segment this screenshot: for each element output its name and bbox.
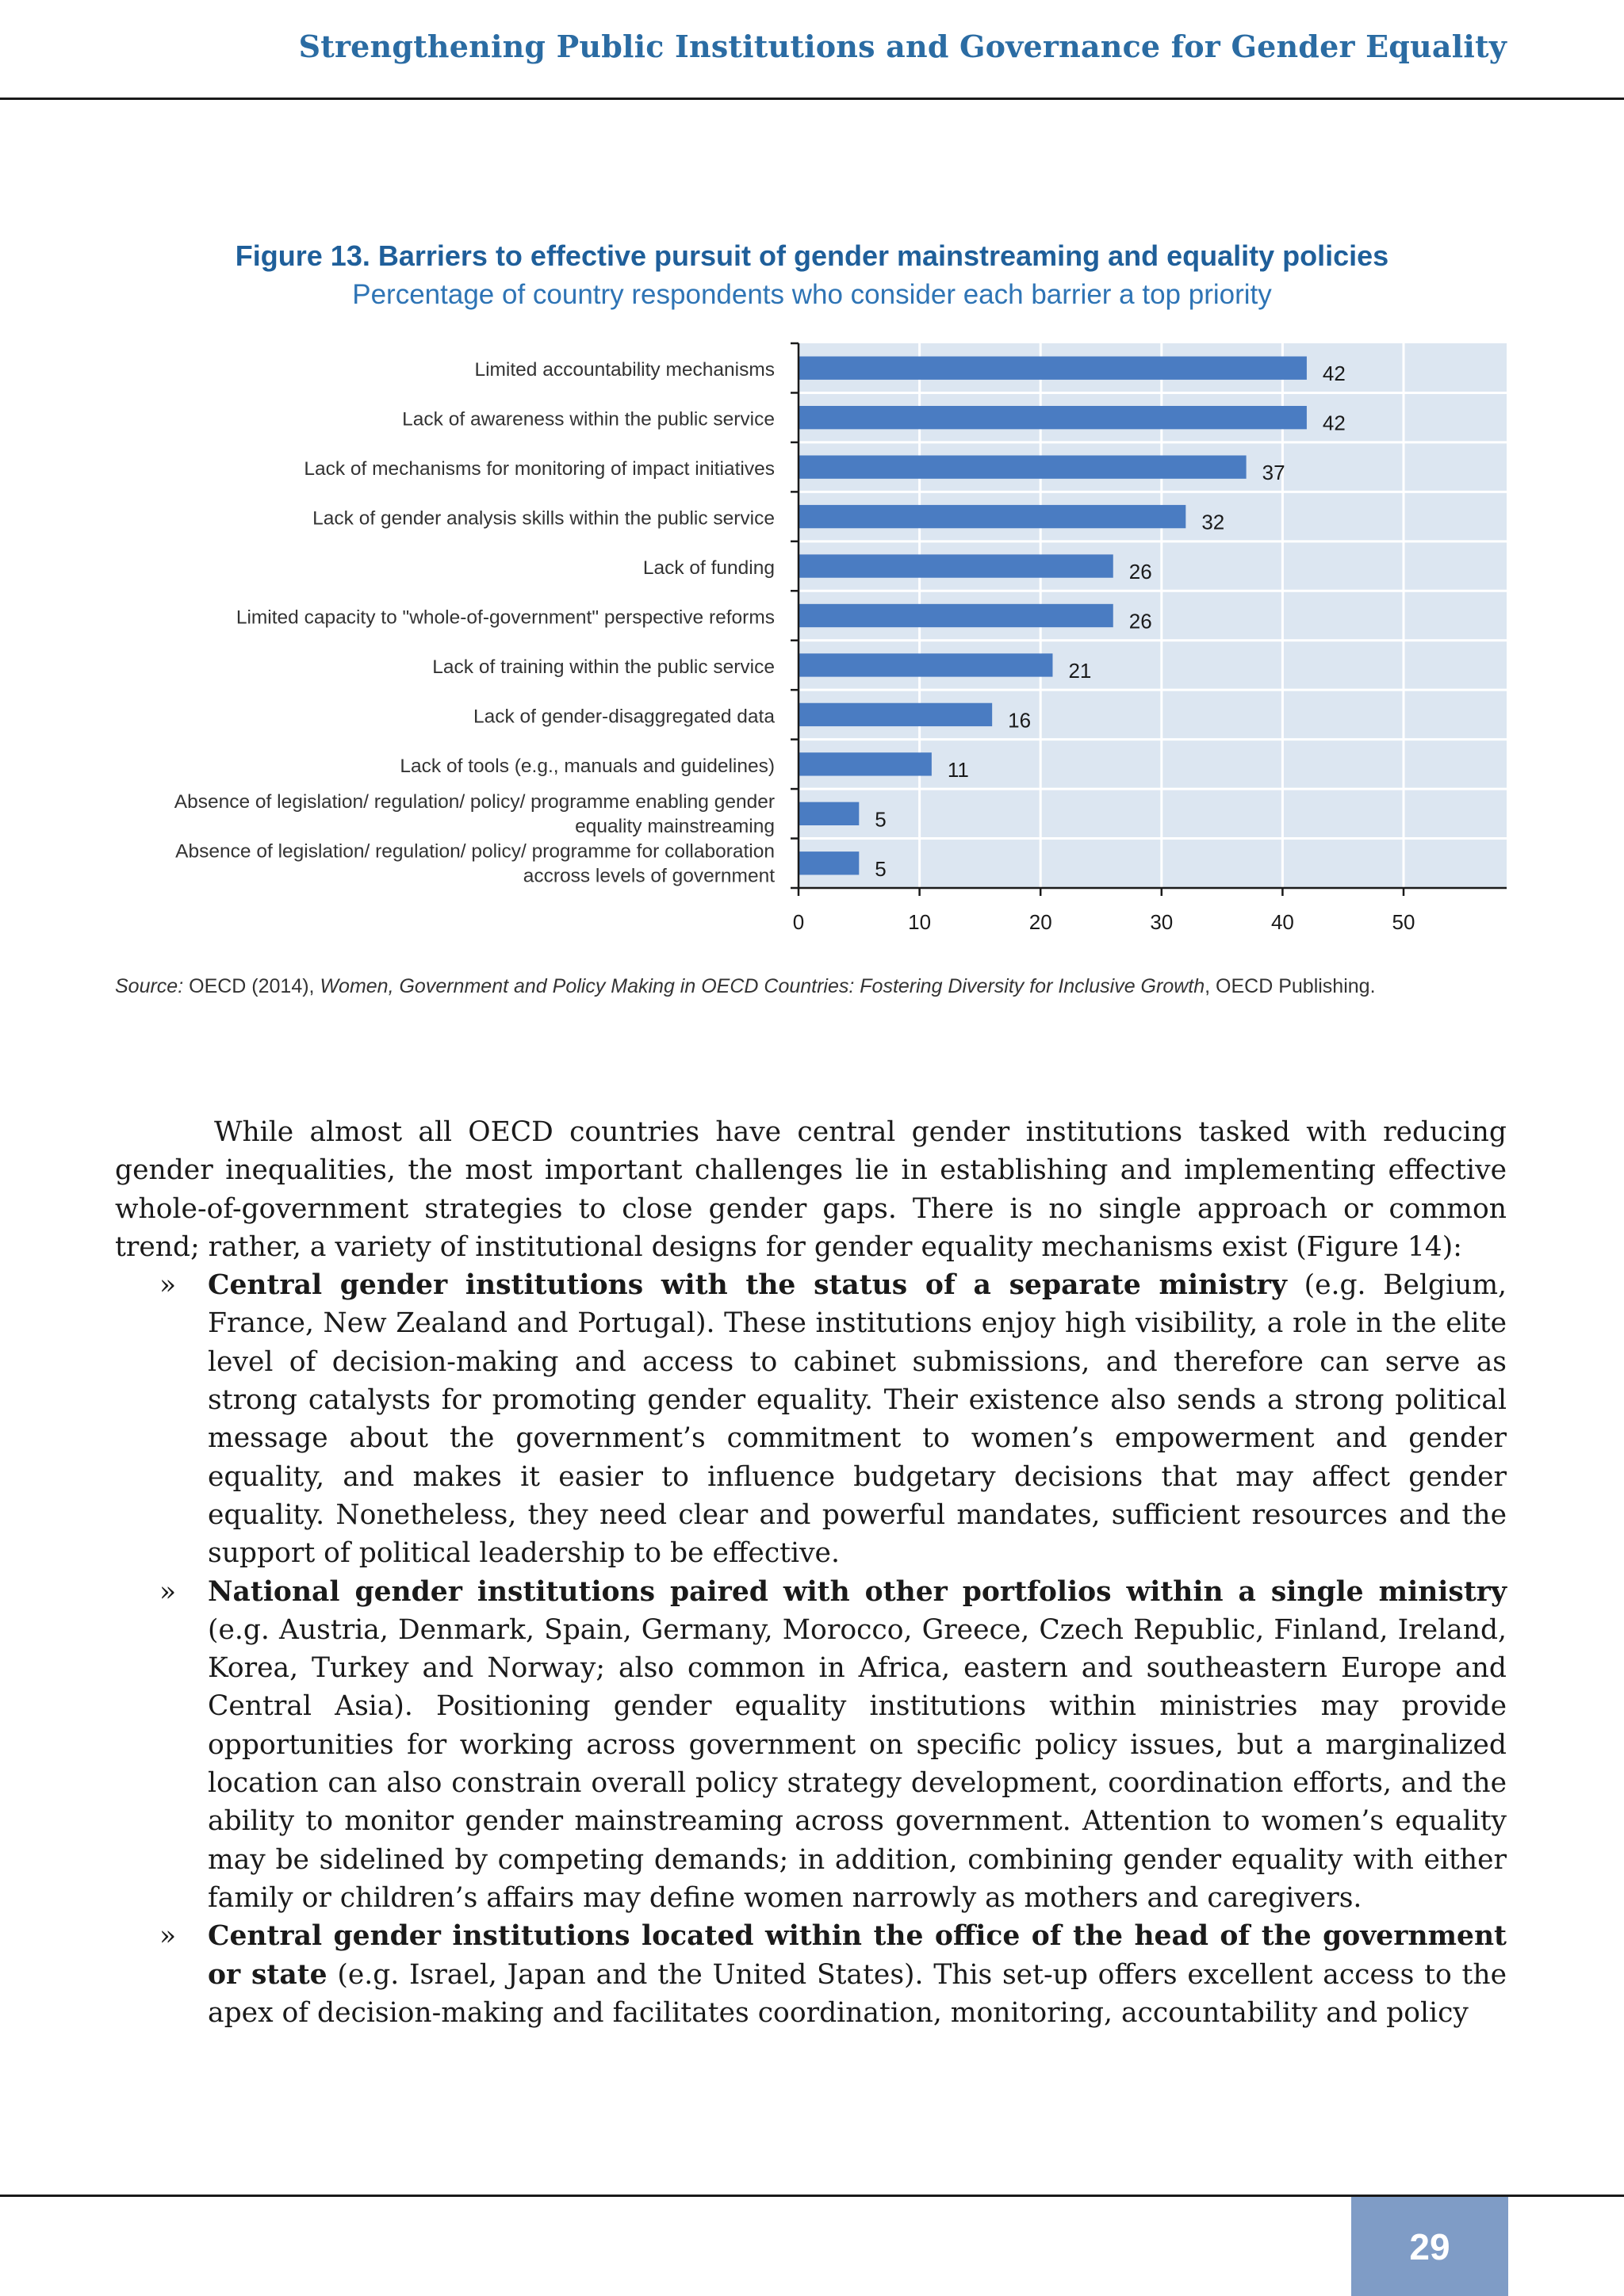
page-number: 29 (1351, 2197, 1508, 2296)
bar-value-label: 21 (1068, 658, 1092, 683)
bar-value-label: 42 (1322, 362, 1346, 386)
bar-value-label: 5 (875, 856, 887, 881)
figure-subtitle: Percentage of country respondents who consider each barrier a top priority (352, 279, 1272, 310)
bar (799, 703, 992, 726)
body-text (115, 1113, 1507, 2032)
bullet-text: (e.g. Belgium, France, New Zealand and Portugal). These institutions enjoy high visibility, a role in the elite level of decision-making and access to cabinet submissions, and therefore can serve as strong catalysts for promoting gender equality. Their existence also sends a strong political message about the government’s commitment to women’s empowerment and gender equality, and makes it easier to influence budgetary decisions that may affect gender equality. Nonetheless, they need clear and powerful mandates, sufficient resources and the support of political leadership to be effective. (208, 1269, 1507, 1570)
category-label: accross levels of government (523, 865, 775, 887)
bar (799, 653, 1052, 676)
bullet-heading: Central gender institutions with the status of a separate ministry (208, 1269, 1287, 1302)
x-tick-label: 0 (792, 910, 805, 934)
category-label: Absence of legislation/ regulation/ policy/ programme enabling gender (174, 790, 775, 813)
bar (799, 406, 1307, 429)
category-label: Lack of mechanisms for monitoring of impact initiatives (304, 458, 775, 480)
source-prefix: OECD (2014), (183, 975, 320, 997)
chart-x-tick-labels (793, 910, 1415, 934)
category-label: Lack of gender-disaggregated data (473, 706, 775, 728)
bullet-item (115, 1917, 1507, 2032)
bullet-item (115, 1266, 1507, 1572)
category-label: Lack of funding (642, 557, 775, 580)
bar-value-label: 37 (1262, 461, 1285, 485)
category-label: Lack of tools (e.g., manuals and guidelines) (400, 755, 775, 777)
figure-source-note (115, 975, 1511, 998)
bar-value-label: 42 (1322, 411, 1346, 435)
bar (799, 604, 1113, 627)
bullet-marker: » (159, 1269, 177, 1302)
category-label: Lack of gender analysis skills within the public service (312, 507, 775, 530)
x-tick-label: 40 (1270, 910, 1294, 934)
category-label: Lack of training within the public service (432, 656, 775, 678)
bar (799, 554, 1113, 577)
category-label: Limited capacity to "whole-of-government" perspective reforms (236, 607, 775, 629)
bullet-heading: National gender institutions paired with other portfolios within a single ministry (208, 1575, 1507, 1608)
category-label: Absence of legislation/ regulation/ policy/ programme for collaboration (175, 840, 775, 863)
x-tick-label: 20 (1028, 910, 1052, 934)
bar (799, 455, 1247, 478)
category-label: equality mainstreaming (575, 815, 775, 837)
bullet-heading: Central gender institutions located within the office of the head of the government or state (208, 1920, 1507, 1991)
x-tick-label: 30 (1150, 910, 1174, 934)
bullet-text: (e.g. Israel, Japan and the United States). This set-up offers excellent access to the apex of decision-making and facilitates coordination, monitoring, accountability and policy (208, 1958, 1507, 2029)
source-publication-title: Women, Government and Policy Making in OECD Countries: Fostering Diversity for Inclusive Growth (320, 975, 1205, 997)
bar (799, 802, 859, 825)
bullet-text: (e.g. Austria, Denmark, Spain, Germany, Morocco, Greece, Czech Republic, Finland, Ireland, Korea, Turkey and Norway; also common in Africa, eastern and southeastern Europe and Central Asia). Positioning gender equality institutions within ministries may provide opportunities for working across government on specific policy issues, but a marginalized location can also constrain overall policy strategy development, coordination efforts, and the ability to monitor gender mainstreaming across government. Attention to women’s equality may be sidelined by competing demands; in addition, combining gender equality with either family or children’s affairs may define women narrowly as mothers and caregivers. (208, 1613, 1507, 1914)
bar (799, 505, 1185, 528)
bullet-marker: » (159, 1575, 177, 1608)
bullet-item (115, 1573, 1507, 1918)
x-tick-label: 10 (908, 910, 932, 934)
bar-value-label: 11 (947, 757, 969, 782)
category-label: Limited accountability mechanisms (474, 359, 775, 381)
chart-category-labels (174, 359, 776, 886)
x-tick-label: 50 (1392, 910, 1415, 934)
bar-value-label: 26 (1128, 609, 1152, 633)
bar (799, 851, 859, 874)
figure-title: Figure 13. Barriers to effective pursuit of gender mainstreaming and equality policies (235, 239, 1389, 272)
bar (799, 752, 932, 775)
intro-paragraph: While almost all OECD countries have central gender institutions tasked with reducing gender inequalities, the most important challenges lie in establishing and implementing effective whole-of-government strategies to close gender gaps. There is no single approach or common trend; rather, a variety of institutional designs for gender equality mechanisms exist (Figure 14): (115, 1116, 1507, 1263)
source-suffix: , OECD Publishing. (1205, 975, 1376, 997)
category-label: Lack of awareness within the public service (402, 408, 775, 430)
running-header: Strengthening Public Institutions and Governance for Gender Equality (298, 29, 1507, 64)
bar-value-label: 16 (1008, 708, 1032, 733)
bullet-marker: » (159, 1920, 177, 1953)
bar-value-label: 5 (875, 807, 887, 832)
source-label: Source: (115, 975, 184, 997)
bar-value-label: 26 (1128, 560, 1152, 584)
bar-chart (0, 0, 1624, 951)
bar-value-label: 32 (1201, 510, 1225, 534)
bar (799, 357, 1307, 380)
